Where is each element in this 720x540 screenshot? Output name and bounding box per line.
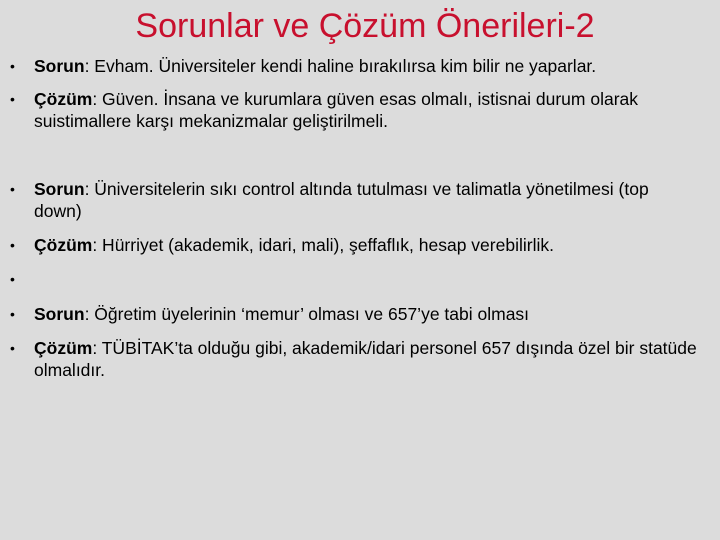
bullet-text xyxy=(34,234,700,256)
bullet-body: : TÜBİTAK’ta olduğu gibi, akademik/idari personel 657 dışında özel bir statüde olmalıdır. xyxy=(34,338,697,380)
bullet-body: : Evham. Üniversiteler kendi haline bırakılırsa kim bilir ne yaparlar. xyxy=(84,56,597,76)
bullet-item-6 xyxy=(10,303,700,325)
bullet-lead: Sorun xyxy=(34,179,85,199)
bullet-text xyxy=(34,55,700,77)
slide-title: Sorunlar ve Çözüm Önerileri-2 xyxy=(135,7,595,45)
bullet-icon: • xyxy=(10,91,15,107)
bullet-item-7 xyxy=(10,337,700,381)
bullet-body: : Güven. İnsana ve kurumlara güven esas olmalı, istisnai durum olarak suistimallere karşı mekanizmalar geliştirilmeli. xyxy=(34,89,639,131)
bullet-icon: • xyxy=(10,237,15,253)
bullet-lead: Sorun xyxy=(34,56,85,76)
bullet-body: : Hürriyet (akademik, idari, mali), şeffaflık, hesap verebilirlik. xyxy=(92,235,554,255)
bullet-item-3 xyxy=(10,178,700,222)
bullet-icon: • xyxy=(10,181,15,197)
bullet-icon: • xyxy=(10,271,15,287)
bullet-lead: Çözüm xyxy=(34,235,93,255)
bullet-lead: Çözüm xyxy=(34,338,93,358)
bullet-body: : Öğretim üyelerinin ‘memur’ olması ve 657’ye tabi olması xyxy=(84,304,530,324)
bullet-item-1 xyxy=(10,55,700,77)
bullet-text xyxy=(34,178,700,222)
bullet-text xyxy=(34,337,700,381)
bullet-body: : Üniversitelerin sıkı control altında tutulması ve talimatla yönetilmesi (top down) xyxy=(34,179,649,221)
bullet-icon: • xyxy=(10,340,15,356)
bullet-text xyxy=(34,303,700,325)
bullet-lead: Sorun xyxy=(34,304,85,324)
bullet-lead: Çözüm xyxy=(34,89,93,109)
bullet-icon: • xyxy=(10,306,15,322)
bullet-item-4 xyxy=(10,234,700,256)
bullet-item-2 xyxy=(10,88,700,132)
bullet-icon: • xyxy=(10,58,15,74)
bullet-text xyxy=(34,88,700,132)
